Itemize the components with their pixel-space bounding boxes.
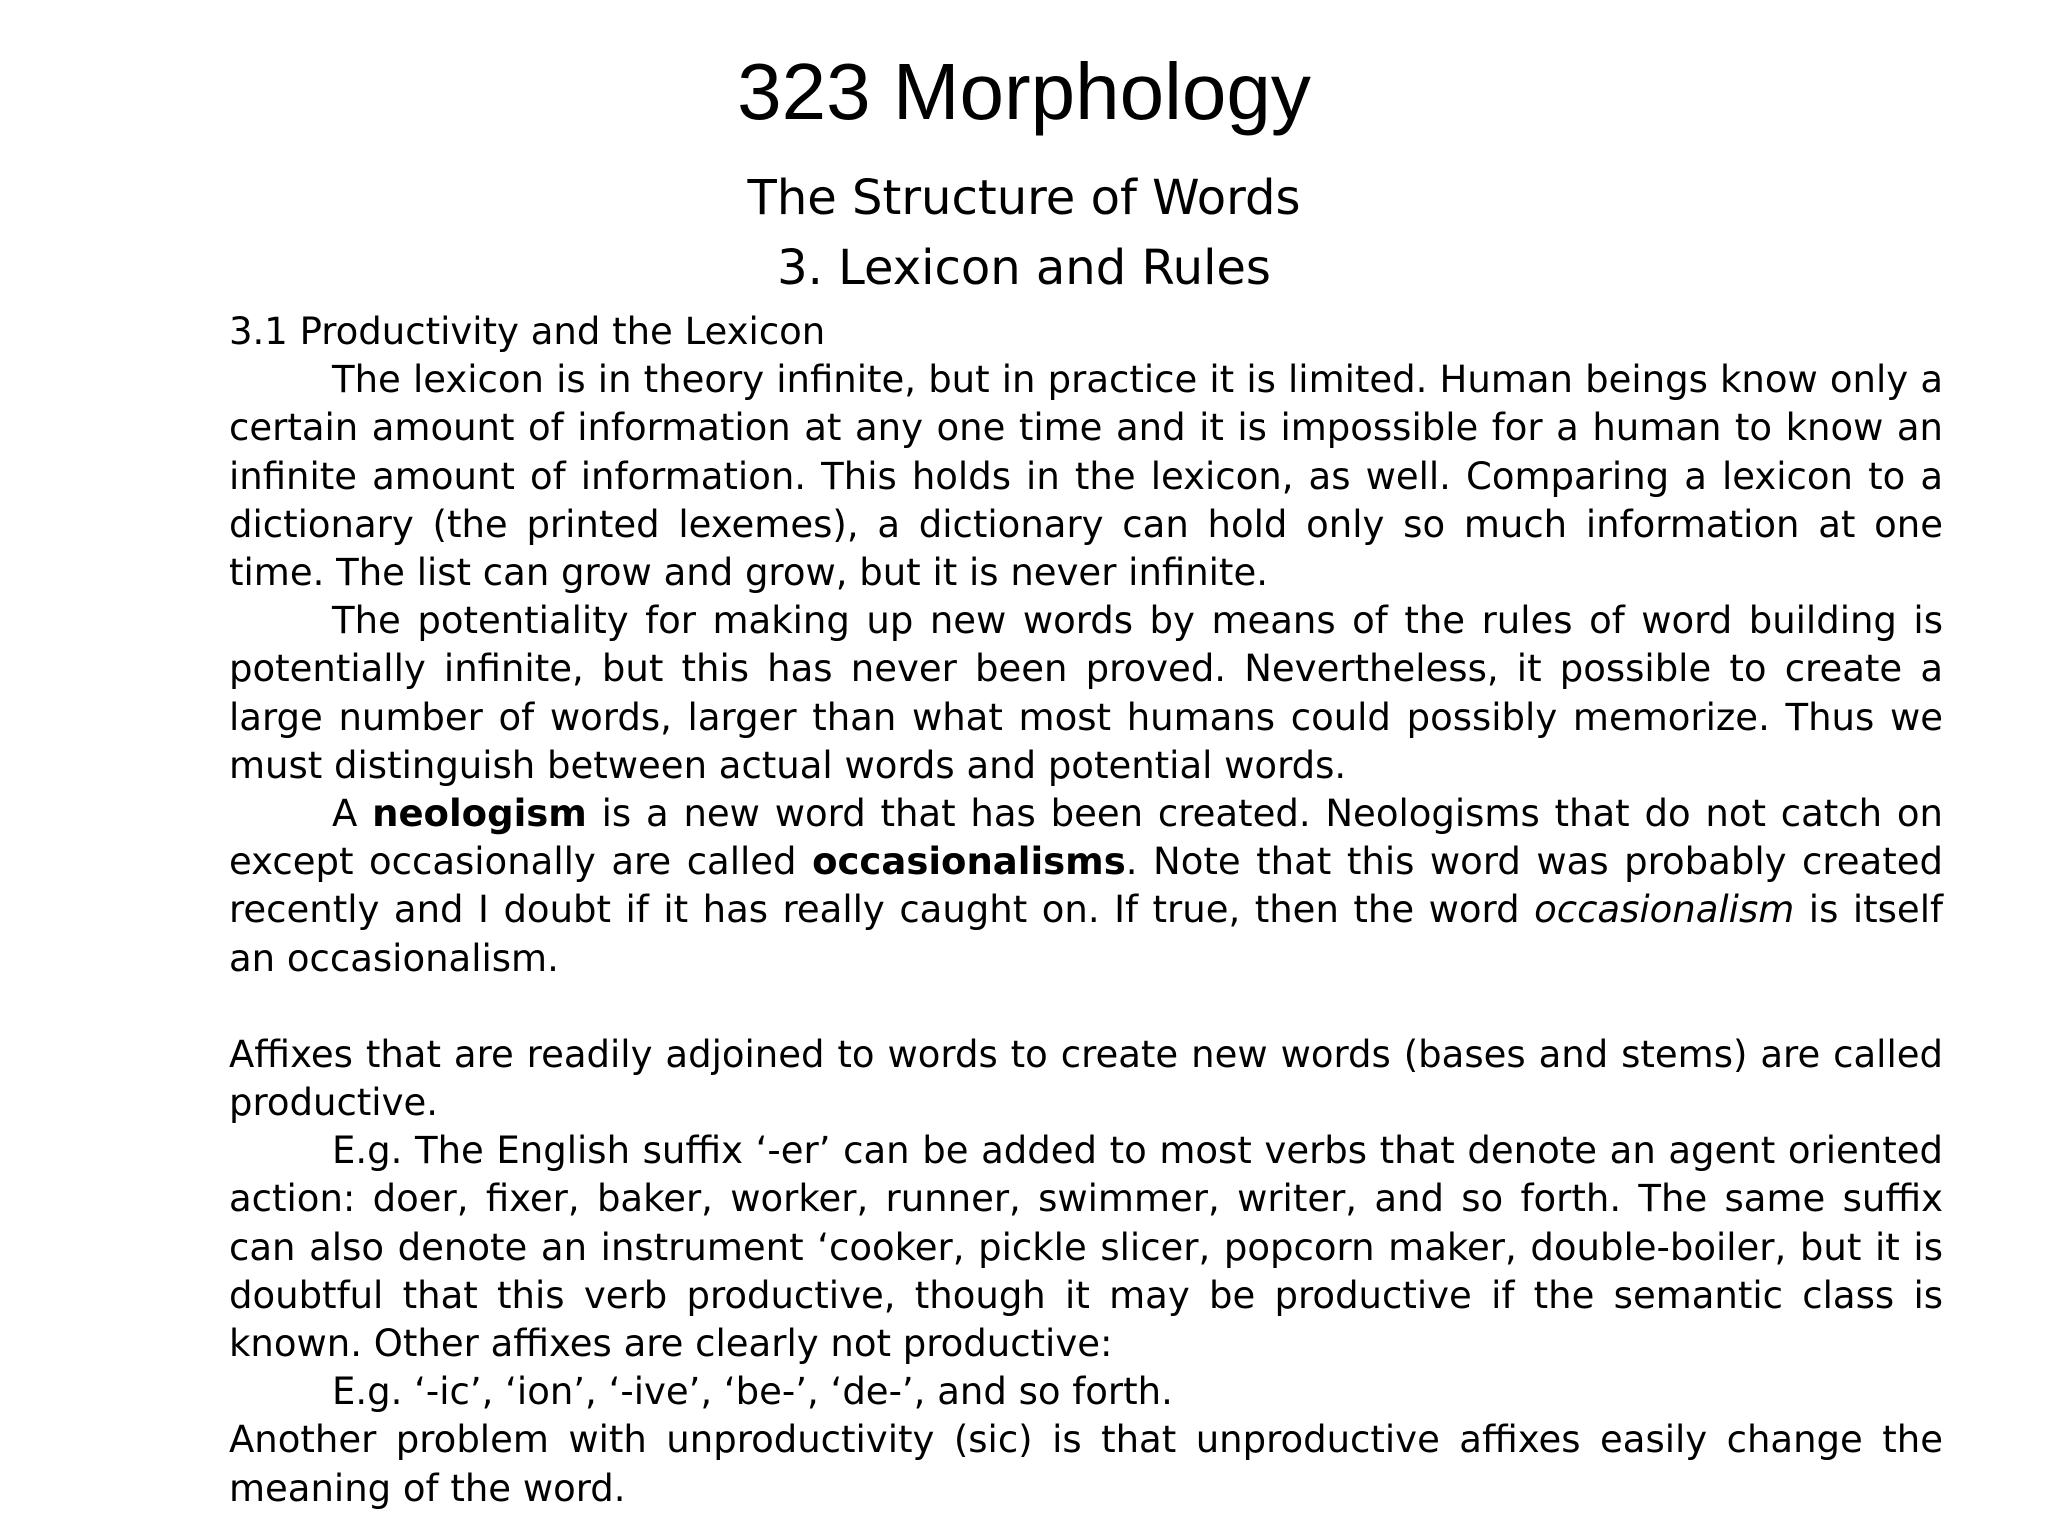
term-neologism: neologism xyxy=(372,792,587,836)
paragraph-unproductive-examples: E.g. ‘-ic’, ‘ion’, ‘-ive’, ‘be-’, ‘de-’, and so forth. xyxy=(332,1370,1173,1414)
neologism-text-c: . Note that this word was probably created recently and I doubt if it has really caught on. If true, then the word xyxy=(229,840,1943,932)
paragraph-productive-affixes: Affixes that are readily adjoined to words to create new words (bases and stems) are called productive. xyxy=(229,1032,1943,1125)
neologism-text-a: A xyxy=(332,792,373,836)
paragraph-lexicon-limits: The lexicon is in theory infinite, but in practice it is limited. Human beings know only a certain amount of information at any one time and it is impossible for a human to know an infinite amount of information. This holds in the lexicon, as well. Comparing a lexicon to a dictionary (the printed lexemes), a dictionary can hold only so much information at one time. The list can grow and grow, but it is never infinite. xyxy=(229,358,1943,595)
paragraph-potential-words: The potentiality for making up new words by means of the rules of word building is potentially infinite, but this has never been proved. Nevertheless, it possible to create a large number of words, larger than what most humans could possibly memorize. Thus we must distinguish between actual words and potential words. xyxy=(229,599,1943,787)
document-body xyxy=(229,308,1943,1513)
section-heading: 3.1 Productivity and the Lexicon xyxy=(229,310,826,353)
paragraph-gap xyxy=(229,983,1943,1031)
term-occasionalism-italic: occasionalism xyxy=(1534,888,1795,932)
paragraph-neologism xyxy=(229,790,1943,983)
paragraph-unproductivity: Another problem with unproductivity (sic) is that unproductive affixes easily change the meaning of the word. xyxy=(229,1418,1943,1510)
neologism-text-b: is a new word that has been created. Neologisms that do not catch on except occasionally are called xyxy=(229,792,1943,884)
page-title: 323 Morphology xyxy=(737,47,1311,136)
neologism-text-d: is itself an occasionalism. xyxy=(229,888,1943,980)
page-subtitle: The Structure of Words xyxy=(747,170,1301,226)
term-occasionalisms: occasionalisms xyxy=(812,840,1126,884)
chapter-heading: 3. Lexicon and Rules xyxy=(777,240,1271,296)
paragraph-er-suffix-example: E.g. The English suffix ‘-er’ can be added to most verbs that denote an agent oriented action: doer, fixer, baker, worker, runner, swimmer, writer, and so forth. The same suffix can also denote an instrument ‘cooker, pickle slicer, popcorn maker, double-boiler, but it is doubtful that this verb productive, though it may be productive if the semantic class is known. Other affixes are clearly not productive: xyxy=(229,1129,1943,1366)
